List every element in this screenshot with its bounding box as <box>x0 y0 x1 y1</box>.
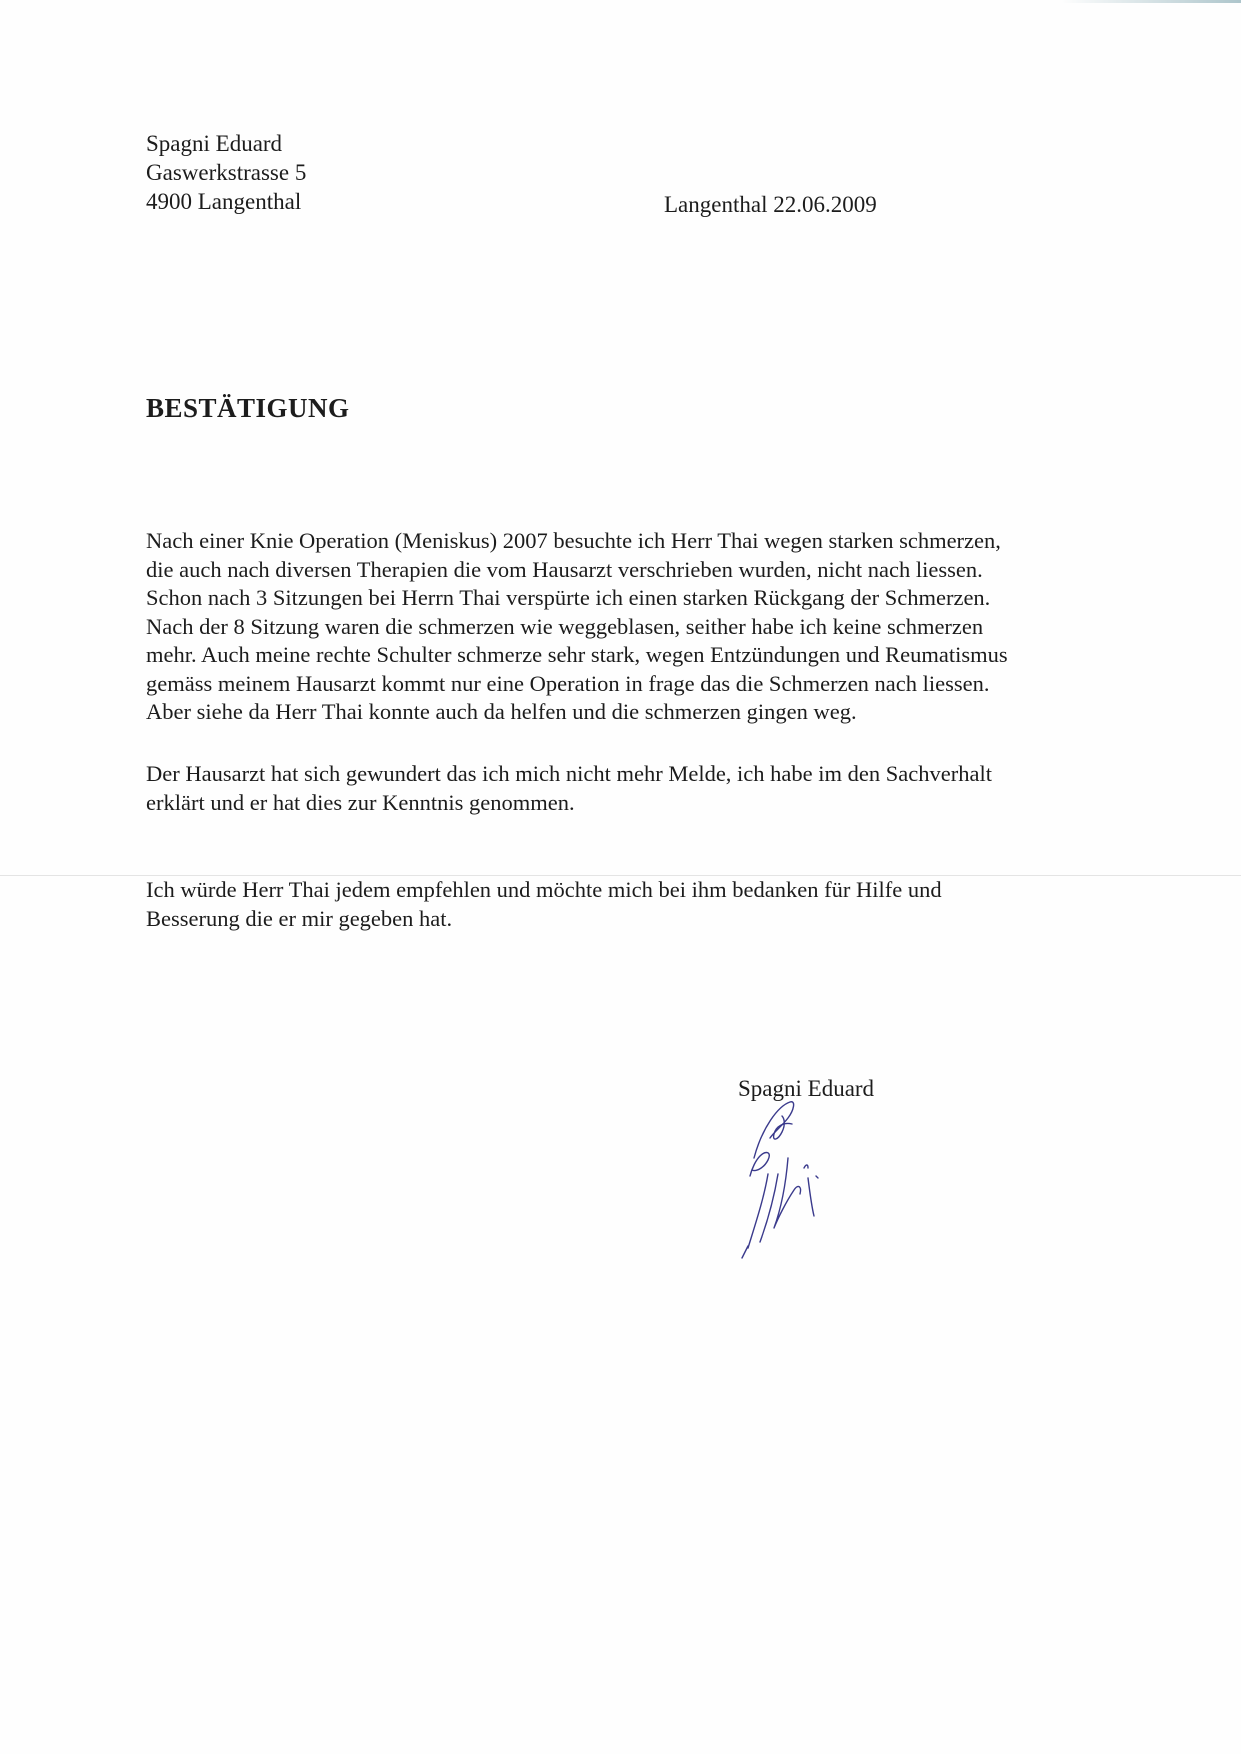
paragraph-3 <box>146 876 1126 933</box>
text-line: Besserung die er mir gegeben hat. <box>146 905 453 931</box>
text-line: die auch nach diversen Therapien die vom Hausarzt verschrieben wurden, nicht nach liessen. <box>146 556 983 582</box>
text-line: Der Hausarzt hat sich gewundert das ich mich nicht mehr Melde, ich habe im den Sachverhalt <box>146 761 992 786</box>
text-line: Aber siehe da Herr Thai konnte auch da helfen und die schmerzen gingen weg. <box>146 699 857 724</box>
sender-street: Gaswerkstrasse 5 <box>146 160 307 185</box>
signature-strokes <box>742 1102 818 1258</box>
closing-name: Spagni Eduard <box>738 1076 875 1101</box>
place-date: Langenthal 22.06.2009 <box>664 192 877 217</box>
sender-city: 4900 Langenthal <box>146 189 302 214</box>
text-line: gemäss meinem Hausarzt kommt nur eine Operation in frage das die Schmerzen nach liessen. <box>146 670 990 696</box>
paragraph-2 <box>146 760 1126 817</box>
text-line: Schon nach 3 Sitzungen bei Herrn Thai verspürte ich einen starken Rückgang der Schmerzen. <box>146 585 991 610</box>
paragraph-1 <box>146 527 1126 727</box>
text-line: Nach der 8 Sitzung waren die schmerzen wie weggeblasen, seither habe ich keine schmerzen <box>146 613 984 639</box>
text-line: mehr. Auch meine rechte Schulter schmerze sehr stark, wegen Entzündungen und Reumatismus <box>146 642 1008 667</box>
document-title: BESTÄTIGUNG <box>146 393 350 423</box>
handwritten-signature <box>712 1098 852 1268</box>
text-line: erklärt und er hat dies zur Kenntnis genommen. <box>146 789 575 815</box>
scan-edge <box>1061 0 1241 3</box>
text-line: Nach einer Knie Operation (Meniskus) 2007 besuchte ich Herr Thai wegen starken schmerzen, <box>146 528 1001 553</box>
sender-name: Spagni Eduard <box>146 131 283 156</box>
text-line: Ich würde Herr Thai jedem empfehlen und möchte mich bei ihm bedanken für Hilfe und <box>146 877 942 902</box>
sender-address <box>146 129 306 216</box>
